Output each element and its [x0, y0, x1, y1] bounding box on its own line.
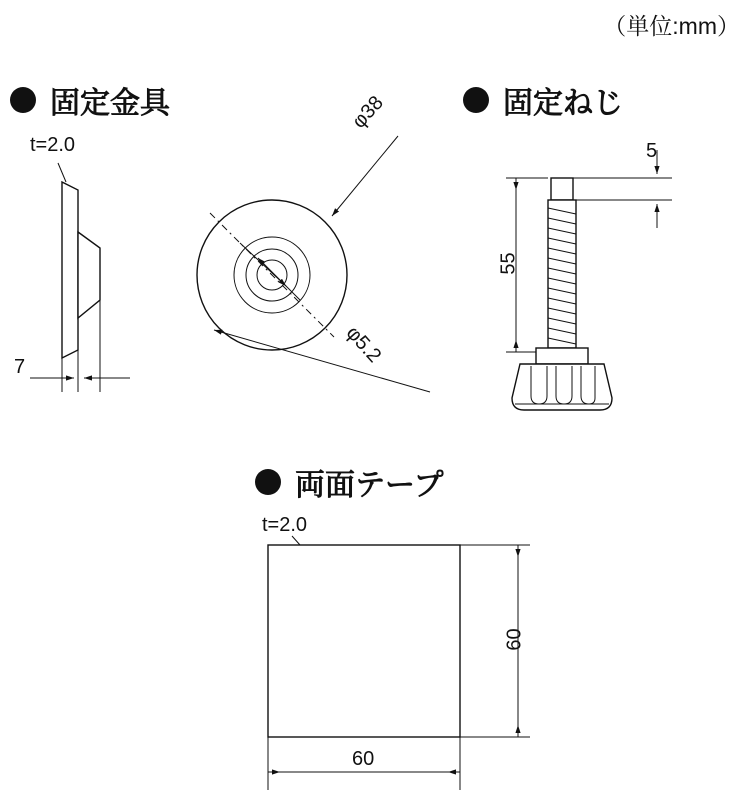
- tape-thickness-label: t=2.0: [262, 514, 308, 536]
- bracket-outer-diameter-label: φ38: [348, 91, 388, 133]
- section-title-tape-label: 両面テープ: [295, 469, 444, 502]
- tape-thickness-leader: [292, 536, 300, 545]
- bracket-thickness-leader: [58, 163, 66, 182]
- bracket-hole-diameter-label: φ5.2: [341, 322, 386, 368]
- bracket-top-view: [197, 200, 347, 350]
- bracket-side-view: [62, 182, 100, 358]
- screw-length-label: 55: [497, 252, 520, 275]
- screw-view: [512, 178, 612, 410]
- section-title-bracket-label: 固定金具: [50, 87, 170, 120]
- screw-head-height-dimension: [573, 150, 672, 228]
- screw-head-height-label: 5: [646, 140, 658, 162]
- bracket-width-label: 7: [14, 356, 26, 378]
- section-title-screw-label: 固定ねじ: [503, 87, 623, 120]
- unit-note: （単位:mm）: [603, 13, 740, 39]
- tape-width-label: 60: [352, 748, 375, 770]
- tape-height-label: 60: [503, 628, 526, 651]
- bracket-thickness-label: t=2.0: [30, 134, 76, 156]
- outer-diameter-leader: [332, 136, 398, 216]
- tape-view: [268, 545, 460, 737]
